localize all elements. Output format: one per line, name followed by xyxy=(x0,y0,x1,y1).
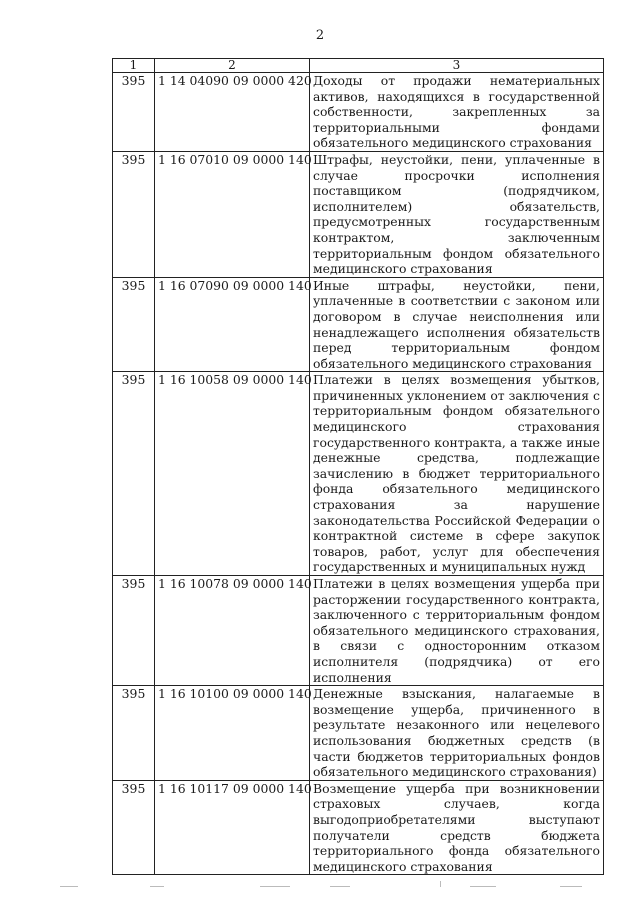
table-row xyxy=(113,277,604,372)
admin-code-cell: 395 xyxy=(113,73,155,152)
description-cell: Платежи в целях возмещения убытков, причиненных уклонением от заключения с территориальным фондом обязательного медицинского страхования государственного контракта, а также иные денежные средства, подлежащие зачислению в бюджет территориального фонда обязательного медицинского страхования за нарушение законодательства Российской Федерации о контрактной системе в сфере закупок товаров, работ, услуг для обеспечения государственных и муниципальных нужд xyxy=(310,372,604,576)
description-cell: Денежные взыскания, налагаемые в возмещение ущерба, причиненного в результате незаконного или нецелевого использования бюджетных средств (в части бюджетов территориальных фондов обязательного медицинского страхования) xyxy=(310,686,604,781)
budget-code-cell: 1 16 07090 09 0000 140 xyxy=(155,277,310,372)
table-row xyxy=(113,780,604,875)
budget-code-cell: 1 16 10117 09 0000 140 xyxy=(155,780,310,875)
table-row xyxy=(113,686,604,781)
admin-code-cell: 395 xyxy=(113,780,155,875)
admin-code-cell: 395 xyxy=(113,686,155,781)
admin-code-cell: 395 xyxy=(113,372,155,576)
budget-codes-table xyxy=(112,58,604,875)
table-row xyxy=(113,73,604,152)
description-cell: Возмещение ущерба при возникновении страховых случаев, когда выгодоприобретателями выступают получатели средств бюджета территориального фонда обязательного медицинского страхования xyxy=(310,780,604,875)
table-row xyxy=(113,576,604,686)
description-cell: Штрафы, неустойки, пени, уплаченные в случае просрочки исполнения поставщиком (подрядчиком, исполнителем) обязательств, предусмотренных государственным контрактом, заключенным территориальным фондом обязательного медицинского страхования xyxy=(310,151,604,277)
admin-code-cell: 395 xyxy=(113,151,155,277)
admin-code-cell: 395 xyxy=(113,576,155,686)
page-number: 2 xyxy=(315,28,325,43)
column-header-1: 1 xyxy=(113,59,155,73)
table-row xyxy=(113,372,604,576)
budget-code-cell: 1 16 10058 09 0000 140 xyxy=(155,372,310,576)
admin-code-cell: 395 xyxy=(113,277,155,372)
table-header-row xyxy=(113,59,604,73)
column-header-2: 2 xyxy=(155,59,310,73)
description-cell: Доходы от продажи нематериальных активов, находящихся в государственной собственности, закрепленных за территориальными фондами обязательного медицинского страхования xyxy=(310,73,604,152)
column-header-3: 3 xyxy=(310,59,604,73)
table-row xyxy=(113,151,604,277)
scan-artifacts xyxy=(0,880,640,890)
budget-code-cell: 1 14 04090 09 0000 420 xyxy=(155,73,310,152)
budget-code-cell: 1 16 10078 09 0000 140 xyxy=(155,576,310,686)
description-cell: Платежи в целях возмещения ущерба при расторжении государственного контракта, заключенного с территориальным фондом обязательного медицинского страхования, в связи с односторонним отказом исполнителя (подрядчика) от его исполнения xyxy=(310,576,604,686)
budget-code-cell: 1 16 10100 09 0000 140 xyxy=(155,686,310,781)
description-cell: Иные штрафы, неустойки, пени, уплаченные в соответствии с законом или договором в случае неисполнения или ненадлежащего исполнения обязательств перед территориальным фондом обязательного медицинского страхования xyxy=(310,277,604,372)
budget-code-cell: 1 16 07010 09 0000 140 xyxy=(155,151,310,277)
